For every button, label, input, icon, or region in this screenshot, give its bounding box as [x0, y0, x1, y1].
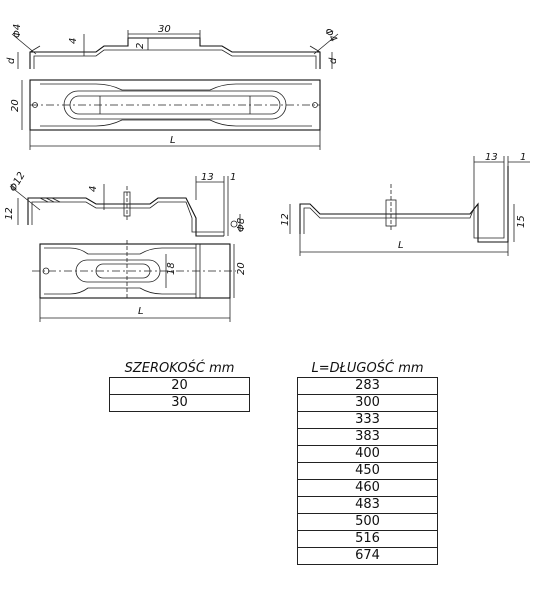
dim-30-label: 30 — [158, 24, 171, 35]
length-row: 333 — [298, 412, 438, 429]
dim-15-right-label: 15 — [516, 215, 527, 228]
dim-12-right-label: 12 — [280, 213, 291, 226]
d-right-label: d — [328, 57, 339, 64]
dim-L-right-label: L — [398, 240, 404, 251]
width-row: 30 — [110, 395, 250, 412]
dim-13-mid-label: 13 — [201, 172, 214, 183]
length-row: 674 — [298, 548, 438, 565]
dim-18-label: 18 — [166, 262, 177, 275]
dim-12-mid-label: 12 — [4, 207, 15, 220]
length-row: 483 — [298, 497, 438, 514]
phi8-label: Φ8 — [236, 217, 247, 232]
length-row: 283 — [298, 378, 438, 395]
length-row: 300 — [298, 395, 438, 412]
phi4-left-label: Φ4 — [12, 23, 23, 38]
top-profile-view — [6, 24, 339, 69]
length-row: 383 — [298, 429, 438, 446]
phi12-label: Φ12 — [7, 170, 28, 194]
length-row: 500 — [298, 514, 438, 531]
dim-2-label: 2 — [135, 42, 146, 49]
length-row: 516 — [298, 531, 438, 548]
length-table-header: L=DŁUGOŚĆ mm — [298, 361, 438, 378]
dim-L-top-label: L — [170, 135, 176, 146]
dim-4-label: 4 — [68, 37, 79, 44]
right-profile-view — [280, 152, 530, 256]
width-table-header: SZEROKOŚĆ mm — [110, 361, 250, 378]
dim-20-mid-label: 20 — [236, 262, 247, 275]
middle-left-profile-view — [4, 170, 247, 236]
length-row: 450 — [298, 463, 438, 480]
width-table — [109, 361, 250, 412]
dim-L-mid-label: L — [138, 306, 144, 317]
length-table — [297, 361, 438, 565]
dim-1-right-label: 1 — [520, 152, 527, 163]
middle-left-plan-view — [32, 240, 247, 322]
phi4-right-label: Φ4 — [321, 26, 339, 45]
dim-13-right-label: 13 — [485, 152, 498, 163]
length-row: 460 — [298, 480, 438, 497]
width-row: 20 — [110, 378, 250, 395]
d-left-label: d — [6, 57, 17, 64]
dim-20-top-label: 20 — [10, 99, 21, 112]
dim-4-mid-label: 4 — [88, 185, 99, 192]
top-plan-view — [10, 80, 320, 150]
dim-1-mid-label: 1 — [230, 172, 237, 183]
length-row: 400 — [298, 446, 438, 463]
